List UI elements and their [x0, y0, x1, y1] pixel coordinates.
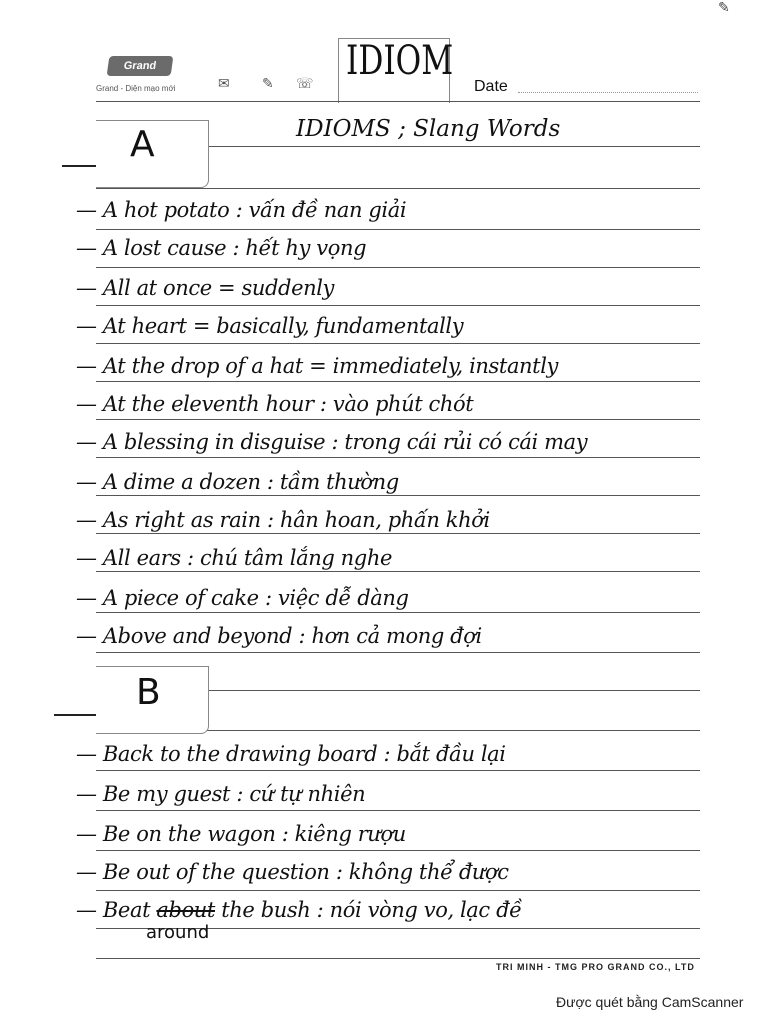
idiom-item: — A blessing in disguise : trong cái rủi có cái may — [76, 430, 588, 454]
ruled-line — [96, 612, 700, 613]
ruled-line — [208, 146, 700, 147]
ruled-line — [96, 810, 700, 811]
ruled-line — [96, 457, 700, 458]
date-field-line — [518, 92, 698, 93]
idiom-item: — Beat about the bush : nói vòng vo, lạc đề — [76, 898, 522, 922]
ruled-line — [96, 571, 700, 572]
ruled-line — [96, 890, 700, 891]
ruled-line — [96, 188, 700, 189]
idiom-item: — At heart = basically, fundamentally — [76, 314, 464, 338]
section-marker — [62, 165, 96, 167]
ruled-line — [96, 652, 700, 653]
correction-note: around — [146, 922, 210, 943]
idiom-item: — Be on the wagon : kiêng rượu — [76, 822, 406, 846]
brand-logo: Grand — [107, 56, 174, 76]
date-label: Date — [474, 78, 508, 95]
ruled-line — [96, 305, 700, 306]
idiom-item: — A lost cause : hết hy vọng — [76, 236, 367, 260]
paper-brand-footer: TRI MINH - TMG PRO GRAND CO., LTD — [496, 962, 695, 972]
envelope-icon: ✉ — [218, 76, 230, 92]
ruled-line — [96, 770, 700, 771]
section-marker — [54, 714, 96, 716]
scanner-watermark: Được quét bằng CamScanner — [556, 994, 744, 1010]
section-subtitle: IDIOMS ; Slang Words — [296, 116, 561, 142]
phone-icon: ☏ — [296, 76, 314, 92]
ruled-line — [96, 533, 700, 534]
idiom-item: — A piece of cake : việc dễ dàng — [76, 586, 409, 610]
ruled-line — [96, 495, 700, 496]
idiom-item: — All ears : chú tâm lắng nghe — [76, 546, 392, 570]
ruled-line — [96, 101, 700, 102]
pin-icon: ✎ — [718, 0, 730, 16]
brand-subline: Grand - Diện mạo mới — [96, 84, 176, 93]
idiom-item: — Back to the drawing board : bắt đầu lại — [76, 742, 506, 766]
idiom-item: — A dime a dozen : tầm thường — [76, 470, 399, 494]
section-letter-b: B — [136, 672, 161, 713]
ruled-line — [96, 267, 700, 268]
pen-icon: ✎ — [262, 76, 274, 92]
ruled-line — [96, 850, 700, 851]
ruled-line — [96, 343, 700, 344]
idiom-item: — Above and beyond : hơn cả mong đợi — [76, 624, 482, 648]
ruled-line — [96, 229, 700, 230]
idiom-item: — A hot potato : vấn đề nan giải — [76, 198, 407, 222]
ruled-line — [208, 690, 700, 691]
ruled-line — [96, 381, 700, 382]
idiom-item: — At the eleventh hour : vào phút chót — [76, 392, 474, 416]
struck-word: about — [156, 898, 215, 922]
idiom-item: — At the drop of a hat = immediately, instantly — [76, 354, 559, 378]
idiom-item: — Be my guest : cứ tự nhiên — [76, 782, 366, 806]
idiom-item: — All at once = suddenly — [76, 276, 335, 300]
ruled-line — [96, 419, 700, 420]
section-letter-a: A — [130, 124, 155, 165]
idiom-item: — As right as rain : hân hoan, phấn khởi — [76, 508, 490, 532]
ruled-line — [96, 958, 700, 959]
idiom-item: — Be out of the question : không thể được — [76, 860, 509, 884]
page-title: IDIOM — [346, 38, 454, 84]
